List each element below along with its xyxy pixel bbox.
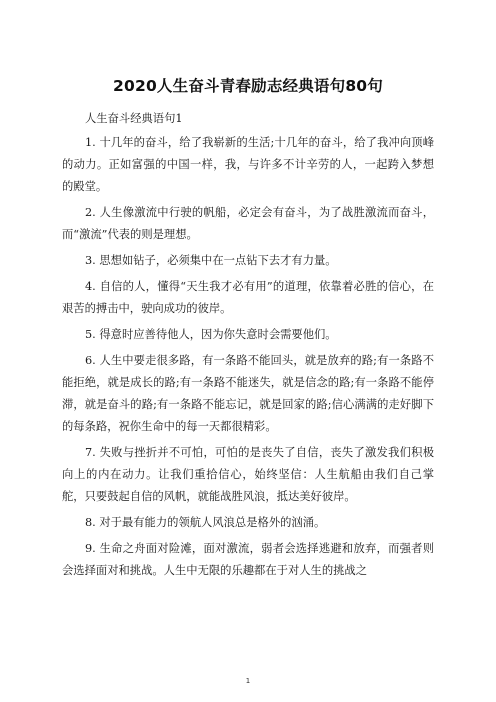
quote-paragraph-3: 3. 思想如钻子，必须集中在一点钻下去才有力量。 <box>85 254 337 267</box>
quote-paragraph-9: 9. 生命之舟面对险滩，面对激流，弱者会选择逃避和放弃，而强者则会选择面对和挑战。人生中无限的乐趣都在于对人生的挑战之 <box>62 542 434 577</box>
quote-paragraph-5: 5. 得意时应善待他人，因为你失意时会需要他们。 <box>85 328 337 341</box>
document-title: 2020人生奋斗青春励志经典语句80句 <box>112 77 383 95</box>
quote-paragraph-7: 7. 失败与挫折并不可怕，可怕的是丧失了自信，丧失了激发我们积极向上的内在动力。让我们重拾信心，始终坚信：人生航船由我们自己掌舵，只要鼓起自信的风帆，就能战胜风浪，抵达美好彼岸。 <box>62 446 434 503</box>
page-number: 1 <box>245 677 251 685</box>
quote-paragraph-2: 2. 人生像激流中行驶的帆船，必定会有奋斗，为了战胜激流而奋斗，而“激流”代表的则是理想。 <box>62 206 434 241</box>
quote-paragraph-8: 8. 对于最有能力的领航人风浪总是格外的汹涌。 <box>85 516 326 529</box>
section-subheading: 人生奋斗经典语句1 <box>85 112 183 125</box>
quote-paragraph-1: 1. 十几年的奋斗，给了我崭新的生活;十几年的奋斗，给了我冲向顶峰的动力。正如富强的中国一样，我，与许多不计辛劳的人，一起跨入梦想的殿堂。 <box>62 136 434 193</box>
quote-paragraph-4: 4. 自信的人，懂得“天生我才必有用”的道理，依靠着必胜的信心，在艰苦的搏击中，驶向成功的彼岸。 <box>62 280 434 315</box>
quote-paragraph-6: 6. 人生中要走很多路，有一条路不能回头，就是放弃的路;有一条路不能拒绝，就是成长的路;有一条路不能迷失，就是信念的路;有一条路不能停滞，就是奋斗的路;有一条路不能忘记，就是回家的路;信心满满的走好脚下的每条路，祝你生命中的每一天都很精彩。 <box>62 354 434 433</box>
document-body <box>62 108 434 586</box>
